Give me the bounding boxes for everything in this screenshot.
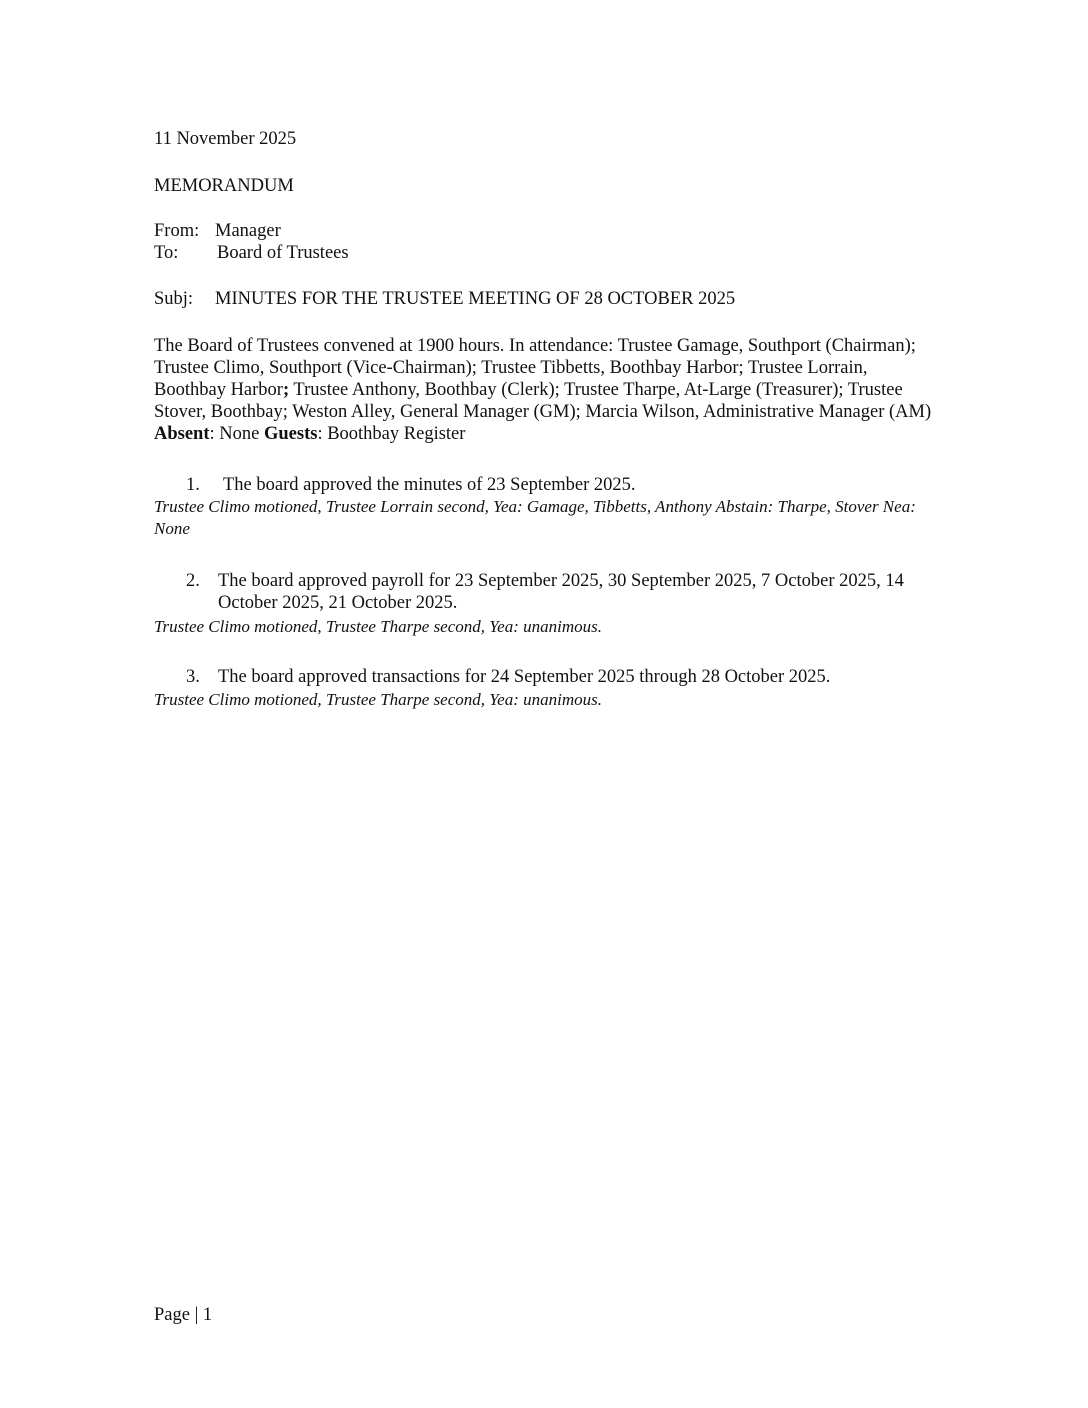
- to-value: Board of Trustees: [217, 243, 349, 263]
- item-text: The board approved the minutes of 23 September 2025.: [223, 475, 636, 495]
- list-item: [154, 570, 944, 614]
- list-item: [154, 666, 944, 688]
- subject-label: Subj:: [154, 289, 194, 309]
- guests-label: Guests: [263, 424, 318, 444]
- motion-text: Trustee Climo motioned, Trustee Lorrain second, Yea: Gamage, Tibbetts, Anthony Abstain: Tharpe, Stover Nea: None: [154, 497, 916, 538]
- attendance-text-continued: Trustee Anthony, Boothbay (Clerk); Trustee Tharpe, At-Large (Treasurer); Trustee Stover, Boothbay; Weston Alley, General Manager (GM); Marcia Wilson, Administrative Manager (AM): [154, 380, 932, 422]
- item-number: 3.: [186, 667, 200, 687]
- list-item: [154, 474, 944, 496]
- from-label: From:: [154, 221, 200, 241]
- motion-text: Trustee Climo motioned, Trustee Tharpe second, Yea: unanimous.: [154, 617, 602, 636]
- from-line: [154, 220, 281, 242]
- attendance-text: The Board of Trustees convened at 1900 hours. In attendance: Trustee Gamage, Southport (Chairman); Trustee Climo, Southport (Vice-Chairman); Trustee Tibbetts, Boothbay Harbor; Trustee Lorrain, Boothbay Harbor: [154, 336, 916, 400]
- item-number: 2.: [186, 571, 200, 591]
- from-value: Manager: [215, 221, 281, 241]
- absent-label: Absent: [154, 424, 210, 444]
- guests-value: : Boothbay Register: [317, 424, 466, 444]
- motion-text: Trustee Climo motioned, Trustee Tharpe second, Yea: unanimous.: [154, 690, 602, 709]
- subject-line: [154, 288, 735, 310]
- subject-value: MINUTES FOR THE TRUSTEE MEETING OF 28 OCTOBER 2025: [215, 289, 736, 309]
- to-line: [154, 242, 349, 264]
- attendance-paragraph: [154, 335, 944, 445]
- to-label: To:: [154, 243, 179, 263]
- attendance-semicolon: ;: [282, 380, 290, 400]
- item-text: The board approved transactions for 24 September 2025 through 28 October 2025.: [218, 667, 831, 687]
- memo-date: 11 November 2025: [154, 129, 297, 149]
- absent-value: : None: [209, 424, 264, 444]
- page-number: Page | 1: [154, 1305, 213, 1325]
- item-text: The board approved payroll for 23 September 2025, 30 September 2025, 7 October 2025, 14 October 2025, 21 October 2025.: [218, 571, 904, 613]
- memo-heading: MEMORANDUM: [154, 176, 294, 196]
- item-number: 1.: [186, 475, 200, 495]
